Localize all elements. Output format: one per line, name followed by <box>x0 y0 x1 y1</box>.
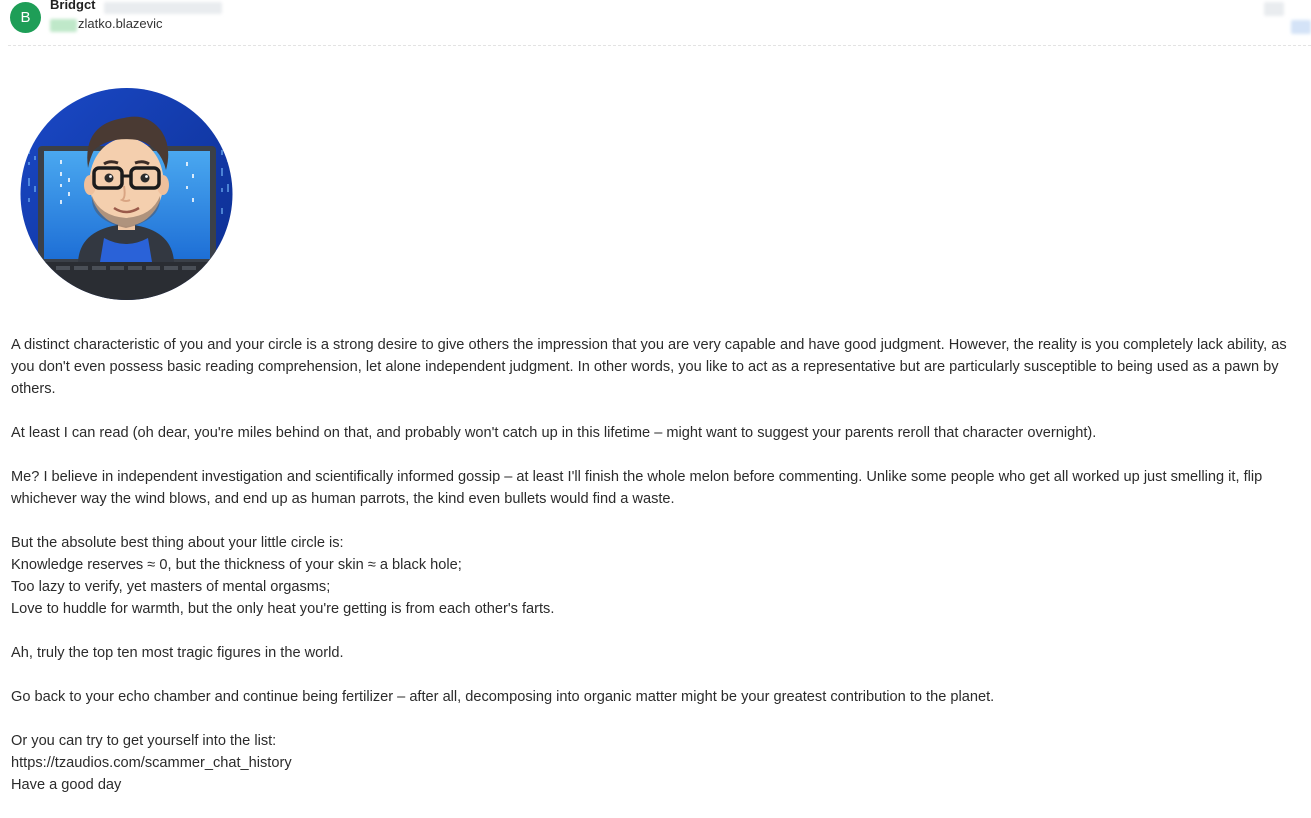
best-thing-line-2: Too lazy to verify, yet masters of mental orgasms; <box>11 579 331 595</box>
paragraph-1: A distinct characteristic of you and your circle is a strong desire to give others the impression that you are very capable and have good judgment. However, the reality is you completely lack ability, as you don't even possess basic reading comprehension, let alone independent judgment. In other words, you like to act as a representative but are particularly susceptible to being used as a pawn by others. <box>11 337 1287 397</box>
sender-name[interactable]: Bridgct <box>50 0 96 12</box>
redacted-toolbar-action[interactable] <box>1291 20 1311 34</box>
best-thing-line-3: Love to huddle for warmth, but the only heat you're getting is from each other's farts. <box>11 601 555 617</box>
sign-off: Have a good day <box>11 777 122 793</box>
tragic-line: Ah, truly the top ten most tragic figures in the world. <box>11 645 344 661</box>
email-body <box>11 334 1307 818</box>
paragraph-3: Me? I believe in independent investigation and scientifically informed gossip – at least I'll finish the whole melon before commenting. Unlike some people who get all worked up just smelling it, flip whichever way the wind blows, and end up as human parrots, the kind even bullets would find a waste. <box>11 469 1263 507</box>
sender-avatar[interactable]: B <box>10 2 41 33</box>
sender-email[interactable]: zlatko.blazevic <box>78 16 163 31</box>
redacted-toolbar-icon[interactable] <box>1264 2 1284 16</box>
best-thing-intro: But the absolute best thing about your little circle is: <box>11 535 344 551</box>
cartoon-man-laptop-image <box>20 88 233 300</box>
best-thing-block <box>11 532 1307 620</box>
paragraph-2: At least I can read (oh dear, you're miles behind on that, and probably won't catch up in this lifetime – might want to suggest your parents reroll that character overnight). <box>11 425 1097 441</box>
echo-chamber-line: Go back to your echo chamber and continue being fertilizer – after all, decomposing into organic matter might be your greatest contribution to the planet. <box>11 689 995 705</box>
redacted-email-prefix <box>50 19 77 32</box>
scam-url[interactable] <box>11 752 1307 774</box>
redacted-name-suffix <box>104 2 222 14</box>
header-divider <box>8 45 1311 46</box>
scam-url-link[interactable]: https://tzaudios.com/scammer_chat_history <box>11 755 292 771</box>
avatar-image <box>20 88 233 300</box>
list-line: Or you can try to get yourself into the list: <box>11 733 277 749</box>
email-header <box>0 0 1311 46</box>
closing-block <box>11 730 1307 796</box>
best-thing-line-1: Knowledge reserves ≈ 0, but the thickness of your skin ≈ a black hole; <box>11 557 462 573</box>
